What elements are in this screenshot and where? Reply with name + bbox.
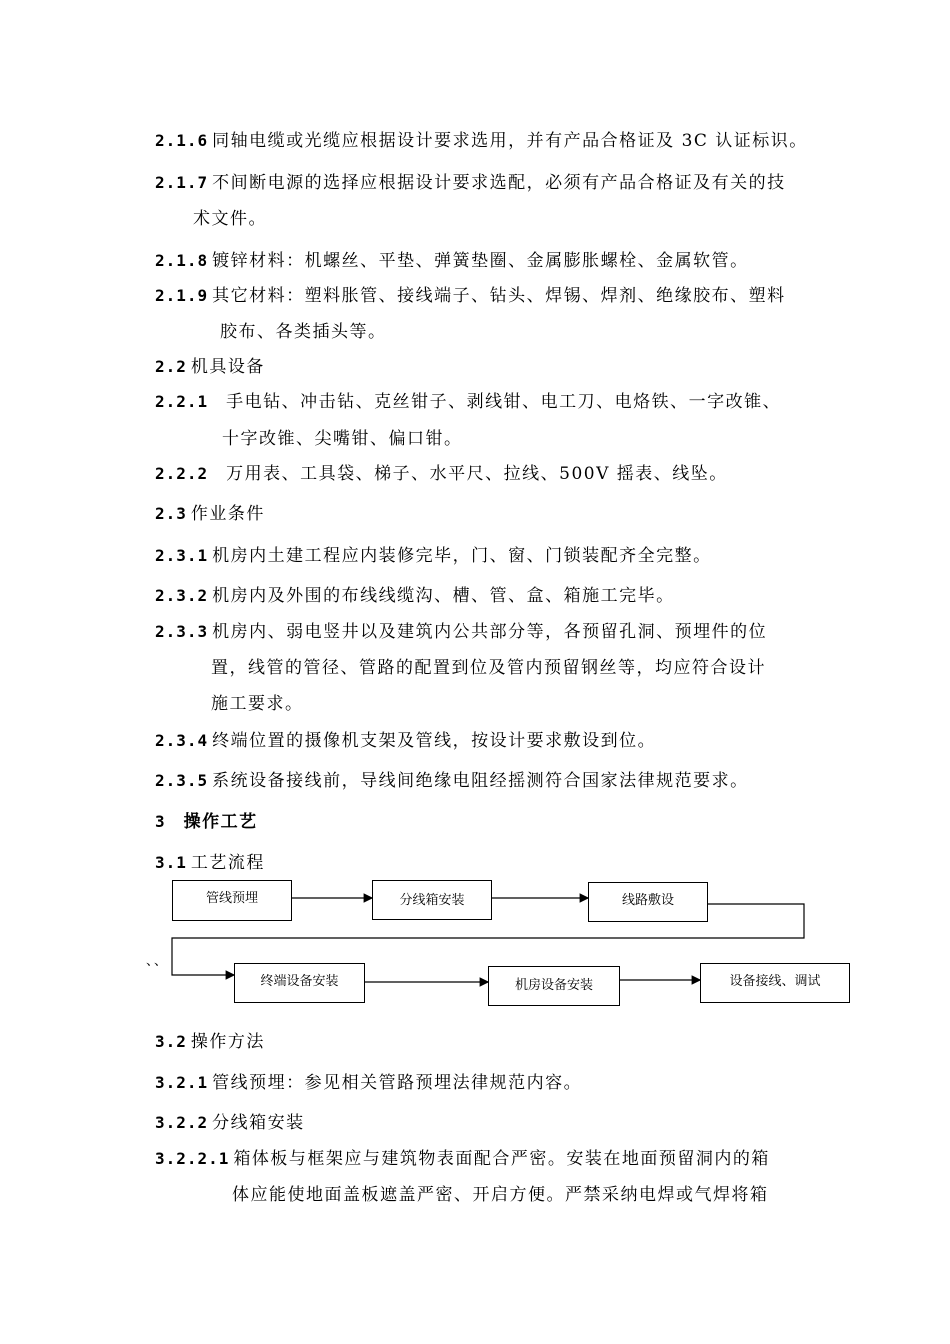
item-text: 其它材料：塑料胀管、接线端子、钻头、焊锡、焊剂、绝缘胶布、塑料	[212, 286, 786, 306]
item-3-2-2-1	[155, 1144, 770, 1169]
stray-mark: 、、	[146, 954, 169, 969]
item-2-3-3-cont: 置，线管的管径、管路的配置到位及管内预留钢丝等，均应符合设计	[211, 658, 766, 678]
item-text: 作业条件	[190, 504, 265, 524]
item-2-1-9-cont: 胶布、各类插头等。	[220, 322, 387, 342]
item-number: 3.2	[155, 1032, 187, 1051]
item-2-2-1-cont: 十字改锥、尖嘴钳、偏口钳。	[222, 429, 463, 449]
flow-step-junction-box-install: 分线箱安装	[372, 880, 492, 920]
item-number: 2.3	[155, 504, 187, 523]
item-text: 操作工艺	[183, 812, 258, 832]
item-text: 同轴电缆或光缆应根据设计要求选用，并有产品合格证及 3C 认证标识。	[212, 131, 808, 151]
item-text: 机房内及外围的布线线缆沟、槽、管、盒、箱施工完毕。	[212, 586, 675, 606]
item-number: 2.3.2	[155, 586, 209, 605]
item-number: 2.3.4	[155, 731, 209, 750]
item-number: 2.1.6	[155, 131, 209, 150]
item-number: 3.1	[155, 853, 187, 872]
flow-step-line-laying: 线路敷设	[588, 882, 708, 922]
item-text: 分线箱安装	[212, 1113, 305, 1133]
item-text: 镀锌材料：机螺丝、平垫、弹簧垫圈、金属膨胀螺栓、金属软管。	[212, 251, 749, 271]
item-text: 手电钻、冲击钻、克丝钳子、剥线钳、电工刀、电烙铁、一字改锥、	[226, 392, 782, 412]
item-text: 终端位置的摄像机支架及管线，按设计要求敷设到位。	[212, 731, 657, 751]
item-number: 3	[155, 812, 166, 831]
item-number: 2.2	[155, 357, 187, 376]
item-number: 2.3.1	[155, 546, 209, 565]
item-text: 箱体板与框架应与建筑物表面配合严密。安装在地面预留洞内的箱	[233, 1149, 770, 1169]
item-number: 2.1.8	[155, 251, 209, 270]
item-number: 2.1.9	[155, 286, 209, 305]
item-2-1-7-cont: 术文件。	[193, 209, 267, 229]
item-2-3-3-cont2: 施工要求。	[211, 694, 304, 714]
item-number: 3.2.2.1	[155, 1149, 230, 1168]
item-number: 2.2.2	[155, 464, 209, 483]
item-text: 机房内土建工程应内装修完毕，门、窗、门锁装配齐全完整。	[212, 546, 712, 566]
item-3-2	[155, 1027, 265, 1052]
item-number: 2.3.3	[155, 622, 209, 641]
item-text: 不间断电源的选择应根据设计要求选配，必须有产品合格证及有关的技	[212, 173, 786, 193]
item-text: 操作方法	[190, 1032, 265, 1052]
item-text: 机房内、弱电竖井以及建筑内公共部分等，各预留孔洞、预埋件的位	[212, 622, 768, 642]
item-text: 机具设备	[190, 357, 265, 377]
item-text: 工艺流程	[190, 853, 265, 873]
item-number: 2.2.1	[155, 392, 209, 411]
flow-step-pipe-embedding: 管线预埋	[172, 880, 292, 921]
item-text: 系统设备接线前，导线间绝缘电阻经摇测符合国家法律规范要求。	[212, 771, 749, 791]
item-number: 2.1.7	[155, 173, 209, 192]
item-number: 2.3.5	[155, 771, 209, 790]
item-3-2-1	[155, 1068, 582, 1093]
flow-step-machine-room-install: 机房设备安装	[488, 966, 620, 1006]
item-text: 管线预埋：参见相关管路预埋法律规范内容。	[212, 1073, 583, 1093]
flow-step-terminal-install: 终端设备安装	[234, 963, 365, 1003]
flow-step-wiring-debugging: 设备接线、调试	[700, 963, 850, 1003]
item-3-2-2	[155, 1108, 305, 1133]
item-3-2-2-1-cont: 体应能使地面盖板遮盖严密、开启方便。严禁采纳电焊或气焊将箱	[232, 1185, 769, 1205]
item-text: 万用表、工具袋、梯子、水平尺、拉线、500V 摇表、线坠。	[226, 464, 728, 484]
item-number: 3.2.1	[155, 1073, 209, 1092]
item-number: 3.2.2	[155, 1113, 209, 1132]
